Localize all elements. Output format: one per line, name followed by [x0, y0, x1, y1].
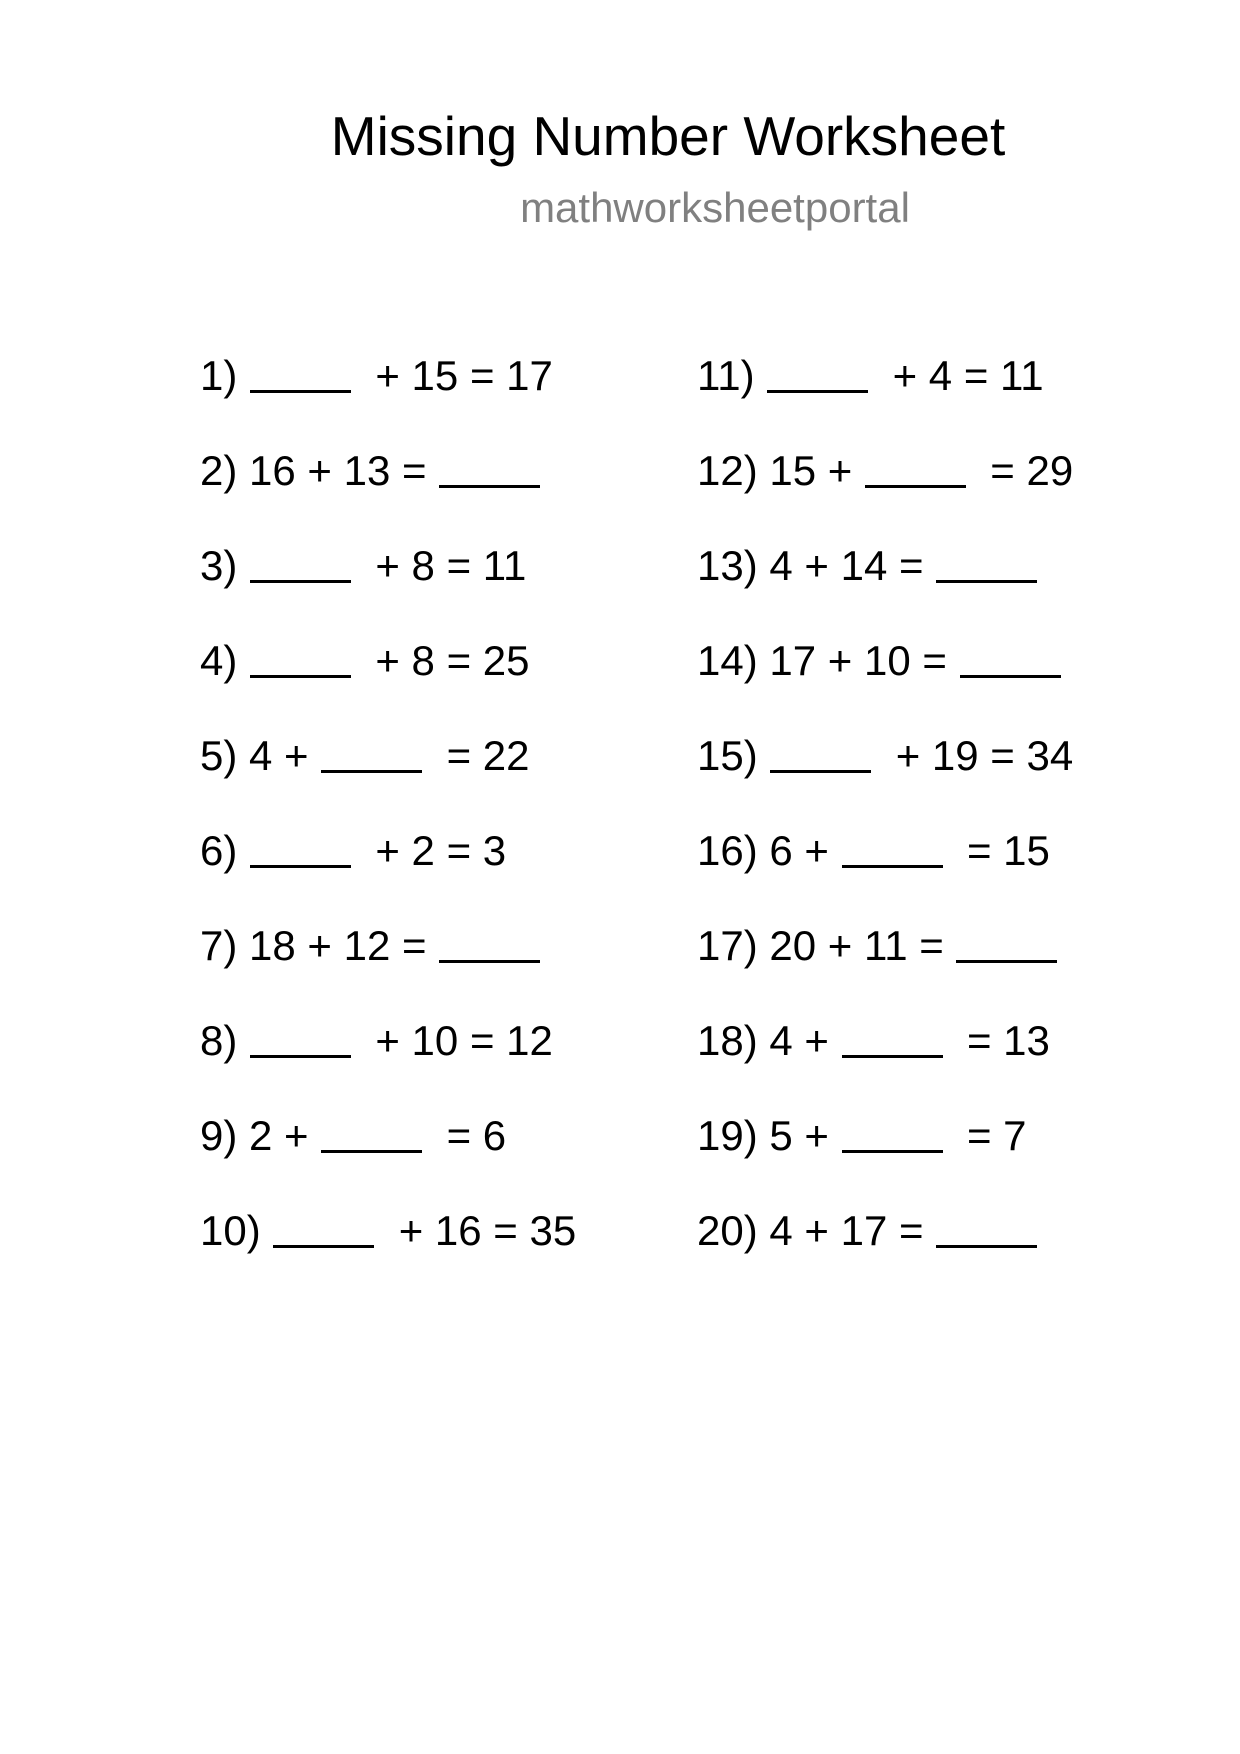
answer-blank[interactable]	[250, 1019, 351, 1058]
equation-text: + 19 = 34	[884, 732, 1074, 779]
problem-19	[697, 1105, 1073, 1200]
problem-13	[697, 535, 1073, 630]
equation-text: 5 +	[769, 1112, 841, 1159]
equation-text: 2 +	[249, 1112, 321, 1159]
answer-blank[interactable]	[250, 544, 351, 583]
page-title: Missing Number Worksheet	[330, 105, 1006, 167]
answer-blank[interactable]	[767, 354, 868, 393]
answer-blank[interactable]	[842, 829, 943, 868]
equation-text: 15 +	[769, 447, 864, 494]
problem-10	[200, 1200, 576, 1295]
problem-12	[697, 440, 1073, 535]
answer-blank[interactable]	[273, 1209, 374, 1248]
problem-number: 2)	[200, 447, 250, 494]
answer-blank[interactable]	[936, 544, 1037, 583]
problem-3	[200, 535, 576, 630]
problem-number: 20)	[697, 1207, 770, 1254]
answer-blank[interactable]	[321, 1114, 422, 1153]
problem-1	[200, 345, 576, 440]
problem-number: 6)	[200, 827, 250, 874]
answer-blank[interactable]	[250, 354, 351, 393]
equation-text: + 8 = 11	[363, 542, 527, 589]
answer-blank[interactable]	[936, 1209, 1037, 1248]
problem-number: 9)	[200, 1112, 250, 1159]
problem-number: 10)	[200, 1207, 273, 1254]
answer-blank[interactable]	[956, 924, 1057, 963]
page-subtitle: mathworksheetportal	[520, 184, 910, 231]
equation-text: + 2 = 3	[363, 827, 507, 874]
answer-blank[interactable]	[865, 449, 966, 488]
problem-number: 8)	[200, 1017, 250, 1064]
problem-number: 15)	[697, 732, 770, 779]
problem-number: 18)	[697, 1017, 770, 1064]
answer-blank[interactable]	[250, 829, 351, 868]
equation-text: 17 + 10 =	[769, 637, 959, 684]
problem-6	[200, 820, 576, 915]
problem-20	[697, 1200, 1073, 1295]
answer-blank[interactable]	[842, 1114, 943, 1153]
problem-number: 12)	[697, 447, 770, 494]
problem-8	[200, 1010, 576, 1105]
equation-text: + 16 = 35	[387, 1207, 577, 1254]
equation-text: 4 +	[249, 732, 321, 779]
answer-blank[interactable]	[321, 734, 422, 773]
problem-18	[697, 1010, 1073, 1105]
equation-text: = 7	[955, 1112, 1027, 1159]
equation-text: = 15	[955, 827, 1050, 874]
problem-number: 11)	[697, 352, 767, 399]
equation-text: 20 + 11 =	[769, 922, 956, 969]
problem-17	[697, 915, 1073, 1010]
equation-text: 16 + 13 =	[249, 447, 439, 494]
problem-number: 5)	[200, 732, 250, 779]
equation-text: + 8 = 25	[363, 637, 530, 684]
problem-5	[200, 725, 576, 820]
problem-number: 19)	[697, 1112, 770, 1159]
equation-text: 4 + 14 =	[769, 542, 936, 589]
equation-text: 4 + 17 =	[769, 1207, 936, 1254]
answer-blank[interactable]	[439, 449, 540, 488]
problem-7	[200, 915, 576, 1010]
problem-2	[200, 440, 576, 535]
problem-number: 1)	[200, 352, 250, 399]
equation-text: 6 +	[769, 827, 841, 874]
answer-blank[interactable]	[960, 639, 1061, 678]
problem-11	[697, 345, 1073, 440]
equation-text: 18 + 12 =	[249, 922, 439, 969]
problem-number: 7)	[200, 922, 250, 969]
problem-number: 14)	[697, 637, 770, 684]
problem-4	[200, 630, 576, 725]
equation-text: = 22	[434, 732, 530, 779]
problem-14	[697, 630, 1073, 725]
problem-column-right	[697, 345, 1073, 1295]
answer-blank[interactable]	[842, 1019, 943, 1058]
problem-column-left	[200, 345, 576, 1295]
equation-text: = 6	[434, 1112, 507, 1159]
equation-text: + 4 = 11	[880, 352, 1044, 399]
equation-text: 4 +	[769, 1017, 841, 1064]
equation-text: = 13	[955, 1017, 1050, 1064]
problem-number: 17)	[697, 922, 770, 969]
equation-text: = 29	[978, 447, 1074, 494]
problem-number: 13)	[697, 542, 770, 589]
problem-16	[697, 820, 1073, 915]
problem-number: 16)	[697, 827, 770, 874]
problem-9	[200, 1105, 576, 1200]
equation-text: + 10 = 12	[363, 1017, 553, 1064]
answer-blank[interactable]	[439, 924, 540, 963]
problem-number: 3)	[200, 542, 250, 589]
answer-blank[interactable]	[770, 734, 871, 773]
problem-15	[697, 725, 1073, 820]
answer-blank[interactable]	[250, 639, 351, 678]
problem-number: 4)	[200, 637, 250, 684]
equation-text: + 15 = 17	[363, 352, 553, 399]
